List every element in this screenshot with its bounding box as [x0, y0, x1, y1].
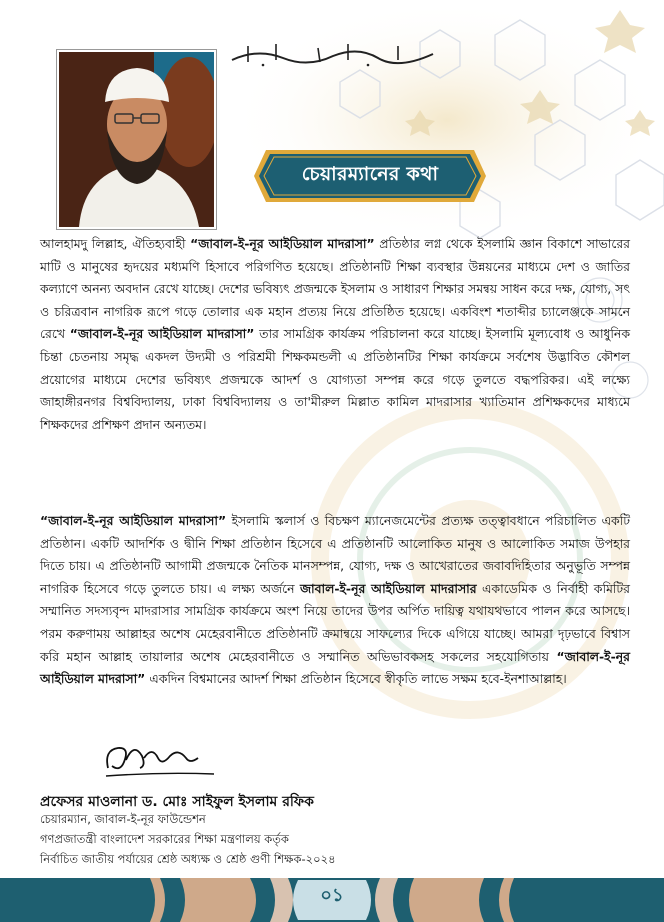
signatory-name: প্রফেসর মাওলানা ড. মোঃ সাইফুল ইসলাম রফিক	[40, 794, 314, 810]
institution-name: “জাবাল-ই-নূর আইডিয়াল মাদরাসা”	[40, 513, 227, 528]
message-paragraph-1	[40, 233, 630, 436]
text-span: আলহামদু লিল্লাহ, ঐতিহ্যবাহী	[40, 236, 191, 251]
page-number: ০১	[320, 884, 344, 906]
institution-name: “জাবাল-ই-নূর আইডিয়াল মাদরাসা”	[40, 648, 630, 687]
text-span: একাডেমিক ও নির্বাহী কমিটির সম্মানিত সদস্যবৃন্দ মাদরাসার সামগ্রিক কার্যক্রমে অংশ নিয়ে তাদের উপর অর্পিত দায়িত্ব যথাযথভাবে পালন করে আসছে। পরম করুণাময় আল্লাহর অশেষ মেহেরবানীতে প্রতিষ্ঠানটি ক্রমান্বয়ে সাফল্যের দিকে এগিয়ে যাচ্ছে। আমরা দৃঢ়ভাবে বিশ্বাস করি মহান আল্লাহ তায়ালার অশেষ মেহেরবানীতে ও সম্মানিত অভিভাবকসহ সকলের সহযোগিতায়	[40, 580, 630, 664]
institution-name: জাবাল-ই-নূর আইডিয়াল মাদরাসার	[299, 580, 477, 596]
text-span: প্রতিষ্ঠার লগ্ন থেকে ইসলামি জ্ঞান বিকাশে সাভারের মাটি ও মানুষের হৃদয়ের মধ্যমণি হিসাবে পরিগণিত হয়েছে। প্রতিষ্ঠানটি শিক্ষা ব্যবস্থার উন্নয়নের মাধ্যমে দেশ ও জাতির কল্যাণে অনন্য অবদান রেখে যাচ্ছে। দেশের ভবিষ্যৎ প্রজন্মকে ইসলাম ও সাধারণ শিক্ষার সমন্বয় সাধন করে দক্ষ, যোগ্য, সৎ ও চরিত্রবান নাগরিক রূপে গড়ে তোলার এক মহান প্রত্যয় নিয়ে প্রতিষ্ঠিত হয়েছে। একবিংশ শতাব্দীর চ্যালেঞ্জকে সামনে রেখে	[40, 236, 630, 342]
text-span: ইসলামি স্কলার্স ও বিচক্ষণ ম্যানেজমেন্টের প্রত্যক্ষ তত্ত্বাবধানে পরিচালিত একটি প্রতিষ্ঠান। একটি আদর্শিক ও দ্বীনি শিক্ষা প্রতিষ্ঠান হিসেবে এ প্রতিষ্ঠানটি আলোকিত মানুষ ও আলোকিত সমাজ উপহার দিতে চায়। এ প্রতিষ্ঠানটি আগামী প্রজন্মকে নৈতিক মানসম্পন্ন, যোগ্য, দক্ষ ও আখেরাতের জবাবদিহিতার অনুভূতি সম্পন্ন নাগরিক হিসেবে গড়ে তুলতে চায়। এ লক্ষ্য অর্জনে	[40, 513, 630, 596]
handwritten-signature	[100, 732, 220, 784]
text-span: একদিন বিশ্বমানের আদর্শ শিক্ষা প্রতিষ্ঠান হিসেবে স্বীকৃতি লাভে সক্ষম হবে-ইনশাআল্লাহ।	[145, 671, 567, 687]
message-paragraph-2	[40, 510, 630, 691]
text-span: তার সামগ্রিক কার্যক্রম পরিচালনা করে যাচ্ছে। ইসলামি মূল্যবোধ ও আধুনিক চিন্তা চেতনায় সমৃদ্ধ একদল উদ্যমী ও পরিশ্রমী শিক্ষকমন্ডলী এ প্রতিষ্ঠানটির শিক্ষা কার্যক্রমে সর্বশেষ উদ্ভাবিত কৌশল প্রয়োগের মাধ্যমে দেশের ভবিষ্যৎ প্রজন্মকে আদর্শ ও যোগ্যতা সম্পন্ন করে গড়ে তুলতে বদ্ধপরিকর। এই লক্ষ্যে জাহাঙ্গীরনগর বিশ্ববিদ্যালয়, ঢাকা বিশ্ববিদ্যালয় ও তা'মীরুল মিল্লাত কামিল মাদরাসার খ্যাতিমান প্রশিক্ষকদের মাধ্যমে শিক্ষকদের প্রশিক্ষণ প্রদান অন্যতম।	[40, 326, 630, 432]
institution-name: “জাবাল-ই-নূর আইডিয়াল মাদরাসা”	[190, 236, 375, 251]
chairman-photo	[57, 50, 216, 229]
bismillah-calligraphy	[228, 38, 438, 68]
page-title: চেয়ারম্যানের কথা	[301, 163, 439, 185]
signatory-title: চেয়ারম্যান, জাবাল-ই-নূর ফাউন্ডেশন	[40, 812, 206, 826]
signatory-credential-line: গণপ্রজাতন্ত্রী বাংলাদেশ সরকারের শিক্ষা মন্ত্রণালয় কর্তৃক	[40, 832, 289, 846]
signatory-award-line: নির্বাচিত জাতীয় পর্যায়ের শ্রেষ্ঠ অধ্যক্ষ ও শ্রেষ্ঠ গুণী শিক্ষক-২০২৪	[40, 852, 336, 866]
institution-name: “জাবাল-ই-নূর আইডিয়াল মাদরাসা”	[69, 326, 255, 342]
